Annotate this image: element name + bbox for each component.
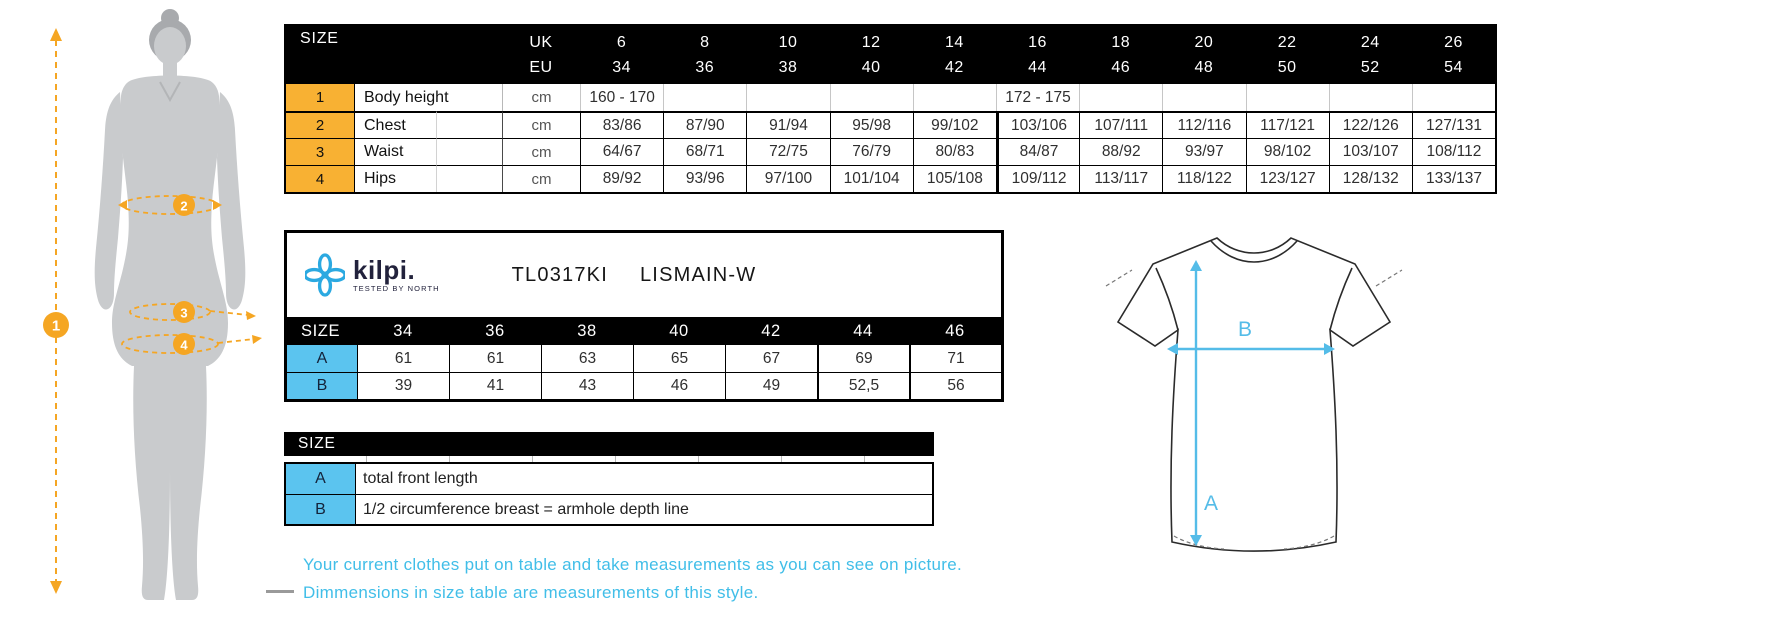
uk-size: 12 bbox=[861, 34, 881, 51]
value-cell: 91/94 bbox=[746, 111, 829, 138]
unit-cell: cm bbox=[502, 111, 580, 138]
value-cell: 49 bbox=[725, 372, 817, 399]
measure-label-cell: B bbox=[287, 372, 357, 399]
value-cell: 88/92 bbox=[1079, 138, 1162, 165]
eu-size: 42 bbox=[944, 59, 964, 76]
value-cell: 46 bbox=[633, 372, 725, 399]
value-cell: 133/137 bbox=[1412, 165, 1495, 192]
row-number-cell: 2 bbox=[286, 111, 354, 138]
value-cell: 84/87 bbox=[996, 138, 1079, 165]
product-size-header-cell: SIZE bbox=[287, 317, 357, 345]
value-cell: 113/117 bbox=[1079, 165, 1162, 192]
row-label-subcell bbox=[436, 138, 502, 165]
product-name: LISMAIN-W bbox=[639, 263, 757, 286]
tshirt-outline bbox=[1118, 238, 1390, 551]
note-dash bbox=[266, 590, 294, 593]
value-cell: 122/126 bbox=[1329, 111, 1412, 138]
value-cell: 89/92 bbox=[580, 165, 663, 192]
legend-header: SIZE bbox=[284, 432, 934, 456]
uk-size: 22 bbox=[1277, 34, 1297, 51]
value-cell: 112/116 bbox=[1162, 111, 1245, 138]
value-cell: 61 bbox=[357, 345, 449, 372]
measurement-legend-table bbox=[284, 432, 934, 526]
size-column-header bbox=[1329, 26, 1412, 84]
value-cell: 63 bbox=[541, 345, 633, 372]
product-table-title-area bbox=[287, 233, 1001, 317]
value-cell: 52,5 bbox=[817, 372, 909, 399]
marker-2 bbox=[173, 194, 195, 216]
value-cell bbox=[1329, 84, 1412, 111]
size-column-header bbox=[663, 26, 746, 84]
value-cell: 123/127 bbox=[1246, 165, 1329, 192]
product-size-column: 40 bbox=[633, 317, 725, 345]
value-cell bbox=[830, 84, 913, 111]
value-cell: 98/102 bbox=[1246, 138, 1329, 165]
marker-1-label: 1 bbox=[51, 317, 61, 335]
product-title bbox=[437, 264, 831, 287]
marker-4 bbox=[173, 333, 195, 355]
eu-size: 36 bbox=[695, 59, 715, 76]
note-line-1: Your current clothes put on table and take measurements as you can see on picture. bbox=[303, 555, 963, 574]
product-size-column: 44 bbox=[817, 317, 909, 345]
value-cell: 68/71 bbox=[663, 138, 746, 165]
instruction-notes bbox=[303, 551, 962, 606]
size-column-header bbox=[746, 26, 829, 84]
marker-2-label: 2 bbox=[180, 198, 188, 214]
value-cell: 108/112 bbox=[1412, 138, 1495, 165]
value-cell: 93/97 bbox=[1162, 138, 1245, 165]
product-size-column: 42 bbox=[725, 317, 817, 345]
size-column-header bbox=[1079, 26, 1162, 84]
value-cell bbox=[1246, 84, 1329, 111]
value-cell: 117/121 bbox=[1246, 111, 1329, 138]
eu-label: EU bbox=[529, 59, 553, 76]
unit-cell: cm bbox=[502, 84, 580, 111]
value-cell: 71 bbox=[909, 345, 1001, 372]
row-number-cell: 3 bbox=[286, 138, 354, 165]
eu-size: 46 bbox=[1111, 59, 1131, 76]
uk-size: 18 bbox=[1111, 34, 1131, 51]
eu-size: 38 bbox=[778, 59, 798, 76]
value-cell: 87/90 bbox=[663, 111, 746, 138]
note-line-2: Dimmensions in size table are measurements of this style. bbox=[303, 582, 759, 602]
value-cell: 67 bbox=[725, 345, 817, 372]
marker-3-label: 3 bbox=[180, 305, 188, 321]
value-cell: 160 - 170 bbox=[580, 84, 663, 111]
uk-size: 6 bbox=[616, 34, 627, 51]
size-column-header bbox=[1412, 26, 1495, 84]
size-column-header bbox=[1246, 26, 1329, 84]
uk-size: 10 bbox=[778, 34, 798, 51]
uk-size: 8 bbox=[700, 34, 710, 51]
value-cell: 103/107 bbox=[1329, 138, 1412, 165]
shirt-label-a: A bbox=[1204, 492, 1219, 515]
value-cell: 107/111 bbox=[1079, 111, 1162, 138]
value-cell: 56 bbox=[909, 372, 1001, 399]
value-cell: 118/122 bbox=[1162, 165, 1245, 192]
value-cell: 172 - 175 bbox=[996, 84, 1079, 111]
value-cell: 69 bbox=[817, 345, 909, 372]
row-label-cell: Hips bbox=[354, 165, 436, 192]
uk-label: UK bbox=[529, 34, 553, 51]
size-column-header bbox=[1162, 26, 1245, 84]
size-table-unit-header bbox=[502, 26, 580, 84]
value-cell: 43 bbox=[541, 372, 633, 399]
kilpi-knot-icon bbox=[305, 252, 345, 298]
value-cell: 127/131 bbox=[1412, 111, 1495, 138]
eu-size: 50 bbox=[1277, 59, 1297, 76]
value-cell: 61 bbox=[449, 345, 541, 372]
body-size-table bbox=[284, 24, 1497, 194]
value-cell bbox=[913, 84, 996, 111]
woman-silhouette bbox=[95, 9, 246, 600]
row-label-cell: Body height bbox=[354, 84, 502, 111]
value-cell: 101/104 bbox=[830, 165, 913, 192]
product-code: TL0317KI bbox=[511, 263, 608, 286]
marker-4-label: 4 bbox=[180, 337, 188, 353]
tshirt-diagram bbox=[1098, 224, 1410, 576]
eu-size: 40 bbox=[861, 59, 881, 76]
brand-text bbox=[353, 254, 440, 293]
value-cell: 95/98 bbox=[830, 111, 913, 138]
value-cell: 93/96 bbox=[663, 165, 746, 192]
value-cell bbox=[1079, 84, 1162, 111]
value-cell: 76/79 bbox=[830, 138, 913, 165]
size-table-corner-label: SIZE bbox=[286, 26, 502, 84]
value-cell bbox=[663, 84, 746, 111]
value-cell: 128/132 bbox=[1329, 165, 1412, 192]
uk-size: 24 bbox=[1360, 34, 1380, 51]
legend-key-cell: A bbox=[286, 464, 356, 494]
product-size-column: 46 bbox=[909, 317, 1001, 345]
brand-name: kilpi. bbox=[353, 254, 416, 285]
size-column-header bbox=[996, 26, 1079, 84]
row-label-cell: Waist bbox=[354, 138, 436, 165]
value-cell: 72/75 bbox=[746, 138, 829, 165]
value-cell: 41 bbox=[449, 372, 541, 399]
unit-cell: cm bbox=[502, 165, 580, 192]
product-size-column: 34 bbox=[357, 317, 449, 345]
uk-size: 20 bbox=[1194, 34, 1214, 51]
value-cell: 39 bbox=[357, 372, 449, 399]
row-label-cell: Chest bbox=[354, 111, 436, 138]
value-cell bbox=[746, 84, 829, 111]
size-column-header bbox=[913, 26, 996, 84]
kilpi-logo bbox=[305, 252, 440, 298]
product-size-column: 36 bbox=[449, 317, 541, 345]
value-cell: 103/106 bbox=[996, 111, 1079, 138]
value-cell bbox=[1162, 84, 1245, 111]
eu-size: 48 bbox=[1194, 59, 1214, 76]
measure-label-cell: A bbox=[287, 345, 357, 372]
height-measure-line bbox=[50, 28, 62, 594]
value-cell: 80/83 bbox=[913, 138, 996, 165]
value-cell: 83/86 bbox=[580, 111, 663, 138]
legend-description-cell: 1/2 circumference breast = armhole depth line bbox=[356, 494, 932, 524]
measurement-figure bbox=[36, 8, 276, 620]
product-size-table bbox=[284, 230, 1004, 402]
value-cell: 64/67 bbox=[580, 138, 663, 165]
value-cell bbox=[1412, 84, 1495, 111]
eu-size: 52 bbox=[1360, 59, 1380, 76]
value-cell: 99/102 bbox=[913, 111, 996, 138]
value-cell: 105/108 bbox=[913, 165, 996, 192]
row-label-subcell bbox=[436, 165, 502, 192]
size-column-header bbox=[830, 26, 913, 84]
row-number-cell: 1 bbox=[286, 84, 354, 111]
shirt-label-b: B bbox=[1238, 318, 1253, 341]
value-cell: 97/100 bbox=[746, 165, 829, 192]
value-cell: 109/112 bbox=[996, 165, 1079, 192]
eu-size: 34 bbox=[612, 59, 631, 76]
eu-size: 54 bbox=[1444, 59, 1463, 76]
row-label-subcell bbox=[436, 111, 502, 138]
legend-description-cell: total front length bbox=[363, 470, 478, 487]
legend-key-cell: B bbox=[286, 494, 356, 524]
product-size-column: 38 bbox=[541, 317, 633, 345]
uk-size: 16 bbox=[1028, 34, 1047, 51]
brand-tagline: TESTED BY NORTH bbox=[353, 283, 440, 293]
eu-size: 44 bbox=[1028, 59, 1047, 76]
marker-1 bbox=[43, 312, 69, 338]
uk-size: 26 bbox=[1444, 34, 1463, 51]
uk-size: 14 bbox=[944, 34, 964, 51]
unit-cell: cm bbox=[502, 138, 580, 165]
row-number-cell: 4 bbox=[286, 165, 354, 192]
size-column-header bbox=[580, 26, 663, 84]
marker-3 bbox=[173, 301, 195, 323]
value-cell: 65 bbox=[633, 345, 725, 372]
